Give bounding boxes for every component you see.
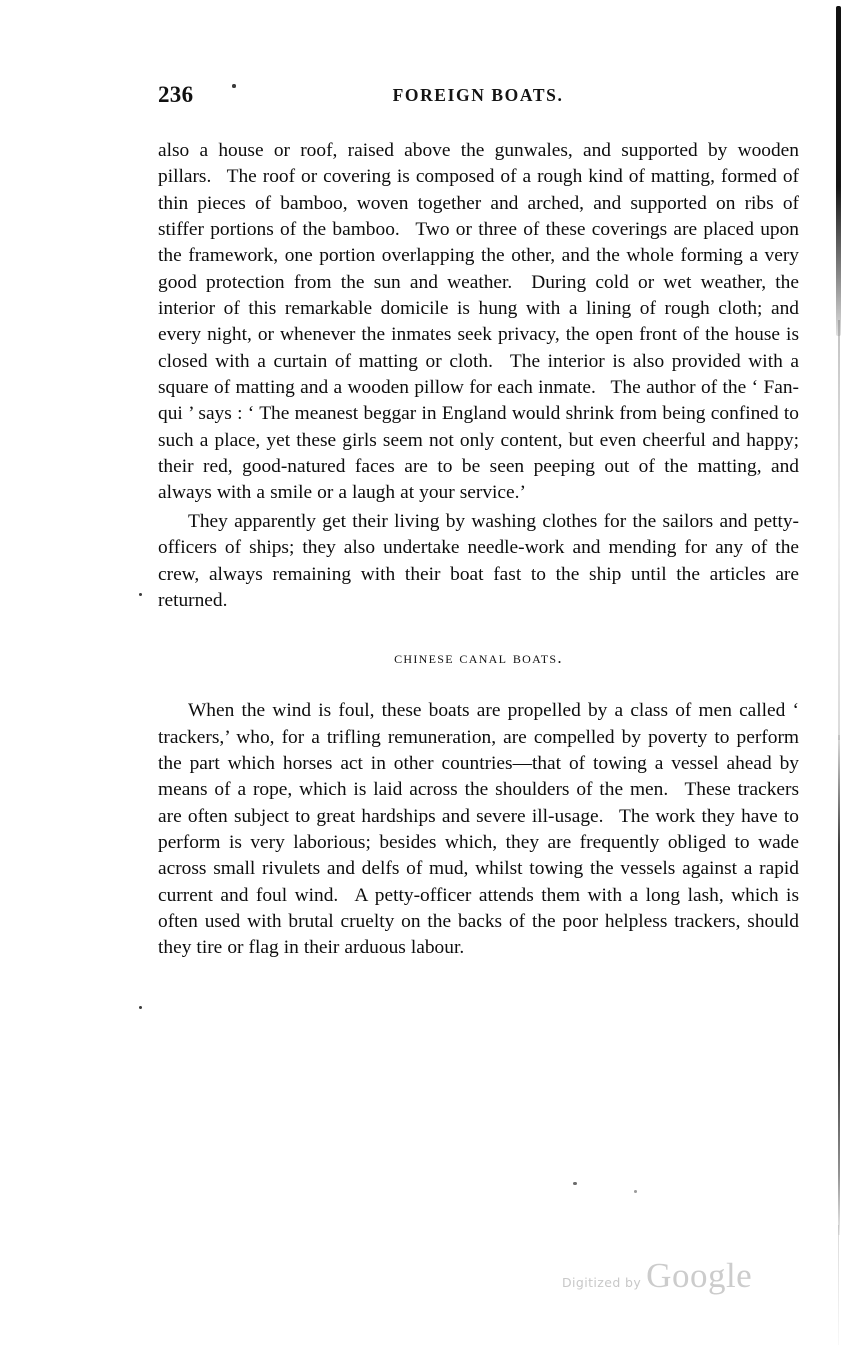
digitized-by-google-watermark — [562, 1256, 792, 1298]
body-text-block — [158, 138, 799, 962]
section-heading-chinese-canal-boats: chinese canal boats. — [394, 648, 563, 668]
watermark-brand-text: Google — [646, 1256, 753, 1295]
watermark-prefix-text: Digitized by — [562, 1275, 642, 1290]
page-number: 236 — [158, 82, 194, 107]
scan-speck-artifact — [634, 1190, 637, 1193]
scan-edge-artifact-top — [836, 6, 841, 336]
scan-speck-artifact — [573, 1182, 577, 1185]
scan-edge-artifact-lower — [838, 735, 840, 1235]
running-head-title: FOREIGN BOATS. — [392, 85, 564, 105]
paragraph-trackers: When the wind is foul, these boats are propelled by a class of men called ‘ trackers,’ who, for a trifling remuneration, are compelled by poverty to perform the part which horses act in other countries—that of towing a vessel ahead by means of a rope, which is laid across the shoulders of the men. These trackers are often subject to great hardships and severe ill-usage. The work they have to perform is very laborious; besides which, they are frequently obliged to wade across small rivulets and delfs of mud, whilst towing the vessels against a rapid current and foul wind. A petty-officer attends them with a long lash, which is often used with brutal cruelty on the backs of the poor helpless trackers, should they tire or flag in their arduous labour. — [158, 700, 799, 959]
paragraph-boat-dwelling: also a house or roof, raised above the gunwales, and supported by wooden pillars. The roof or covering is composed of a rough kind of matting, formed of thin pieces of bamboo, woven together and arched, and supported on ribs of stiffer portions of the bamboo. Two or three of these coverings are placed upon the framework, one portion overlapping the other, and the whole forming a very good protection from the sun and weather. During cold or wet weather, the interior of this remarkable domicile is hung with a lining of rough cloth; and every night, or whenever the inmates seek privacy, the open front of the house is closed with a curtain of matting or cloth. The interior is also provided with a square of matting and a wooden pillow for each inmate. The author of the ‘ Fan-qui ’ says : ‘ The meanest beggar in England would shrink from being confined to such a place, yet these girls seem not only content, but even cheerful and happy; their red, good-natured faces are to be seen peeping out of the matting, and always with a smile or a laugh at your service.’ — [158, 140, 799, 504]
heading-spacer-below — [158, 668, 799, 698]
paragraph-washing-clothes: They apparently get their living by washing clothes for the sailors and petty-officers of ships; they also undertake needle-work and mending for any of the crew, always remaining with their boat fast to the ship until the articles are returned. — [158, 510, 799, 611]
page-header — [158, 80, 798, 110]
scan-edge-artifact-middle — [838, 320, 840, 740]
scan-speck-artifact — [139, 593, 142, 596]
scan-edge-artifact-bottom — [838, 1225, 839, 1345]
heading-spacer-above — [158, 614, 799, 648]
scan-speck-artifact — [139, 1006, 142, 1009]
